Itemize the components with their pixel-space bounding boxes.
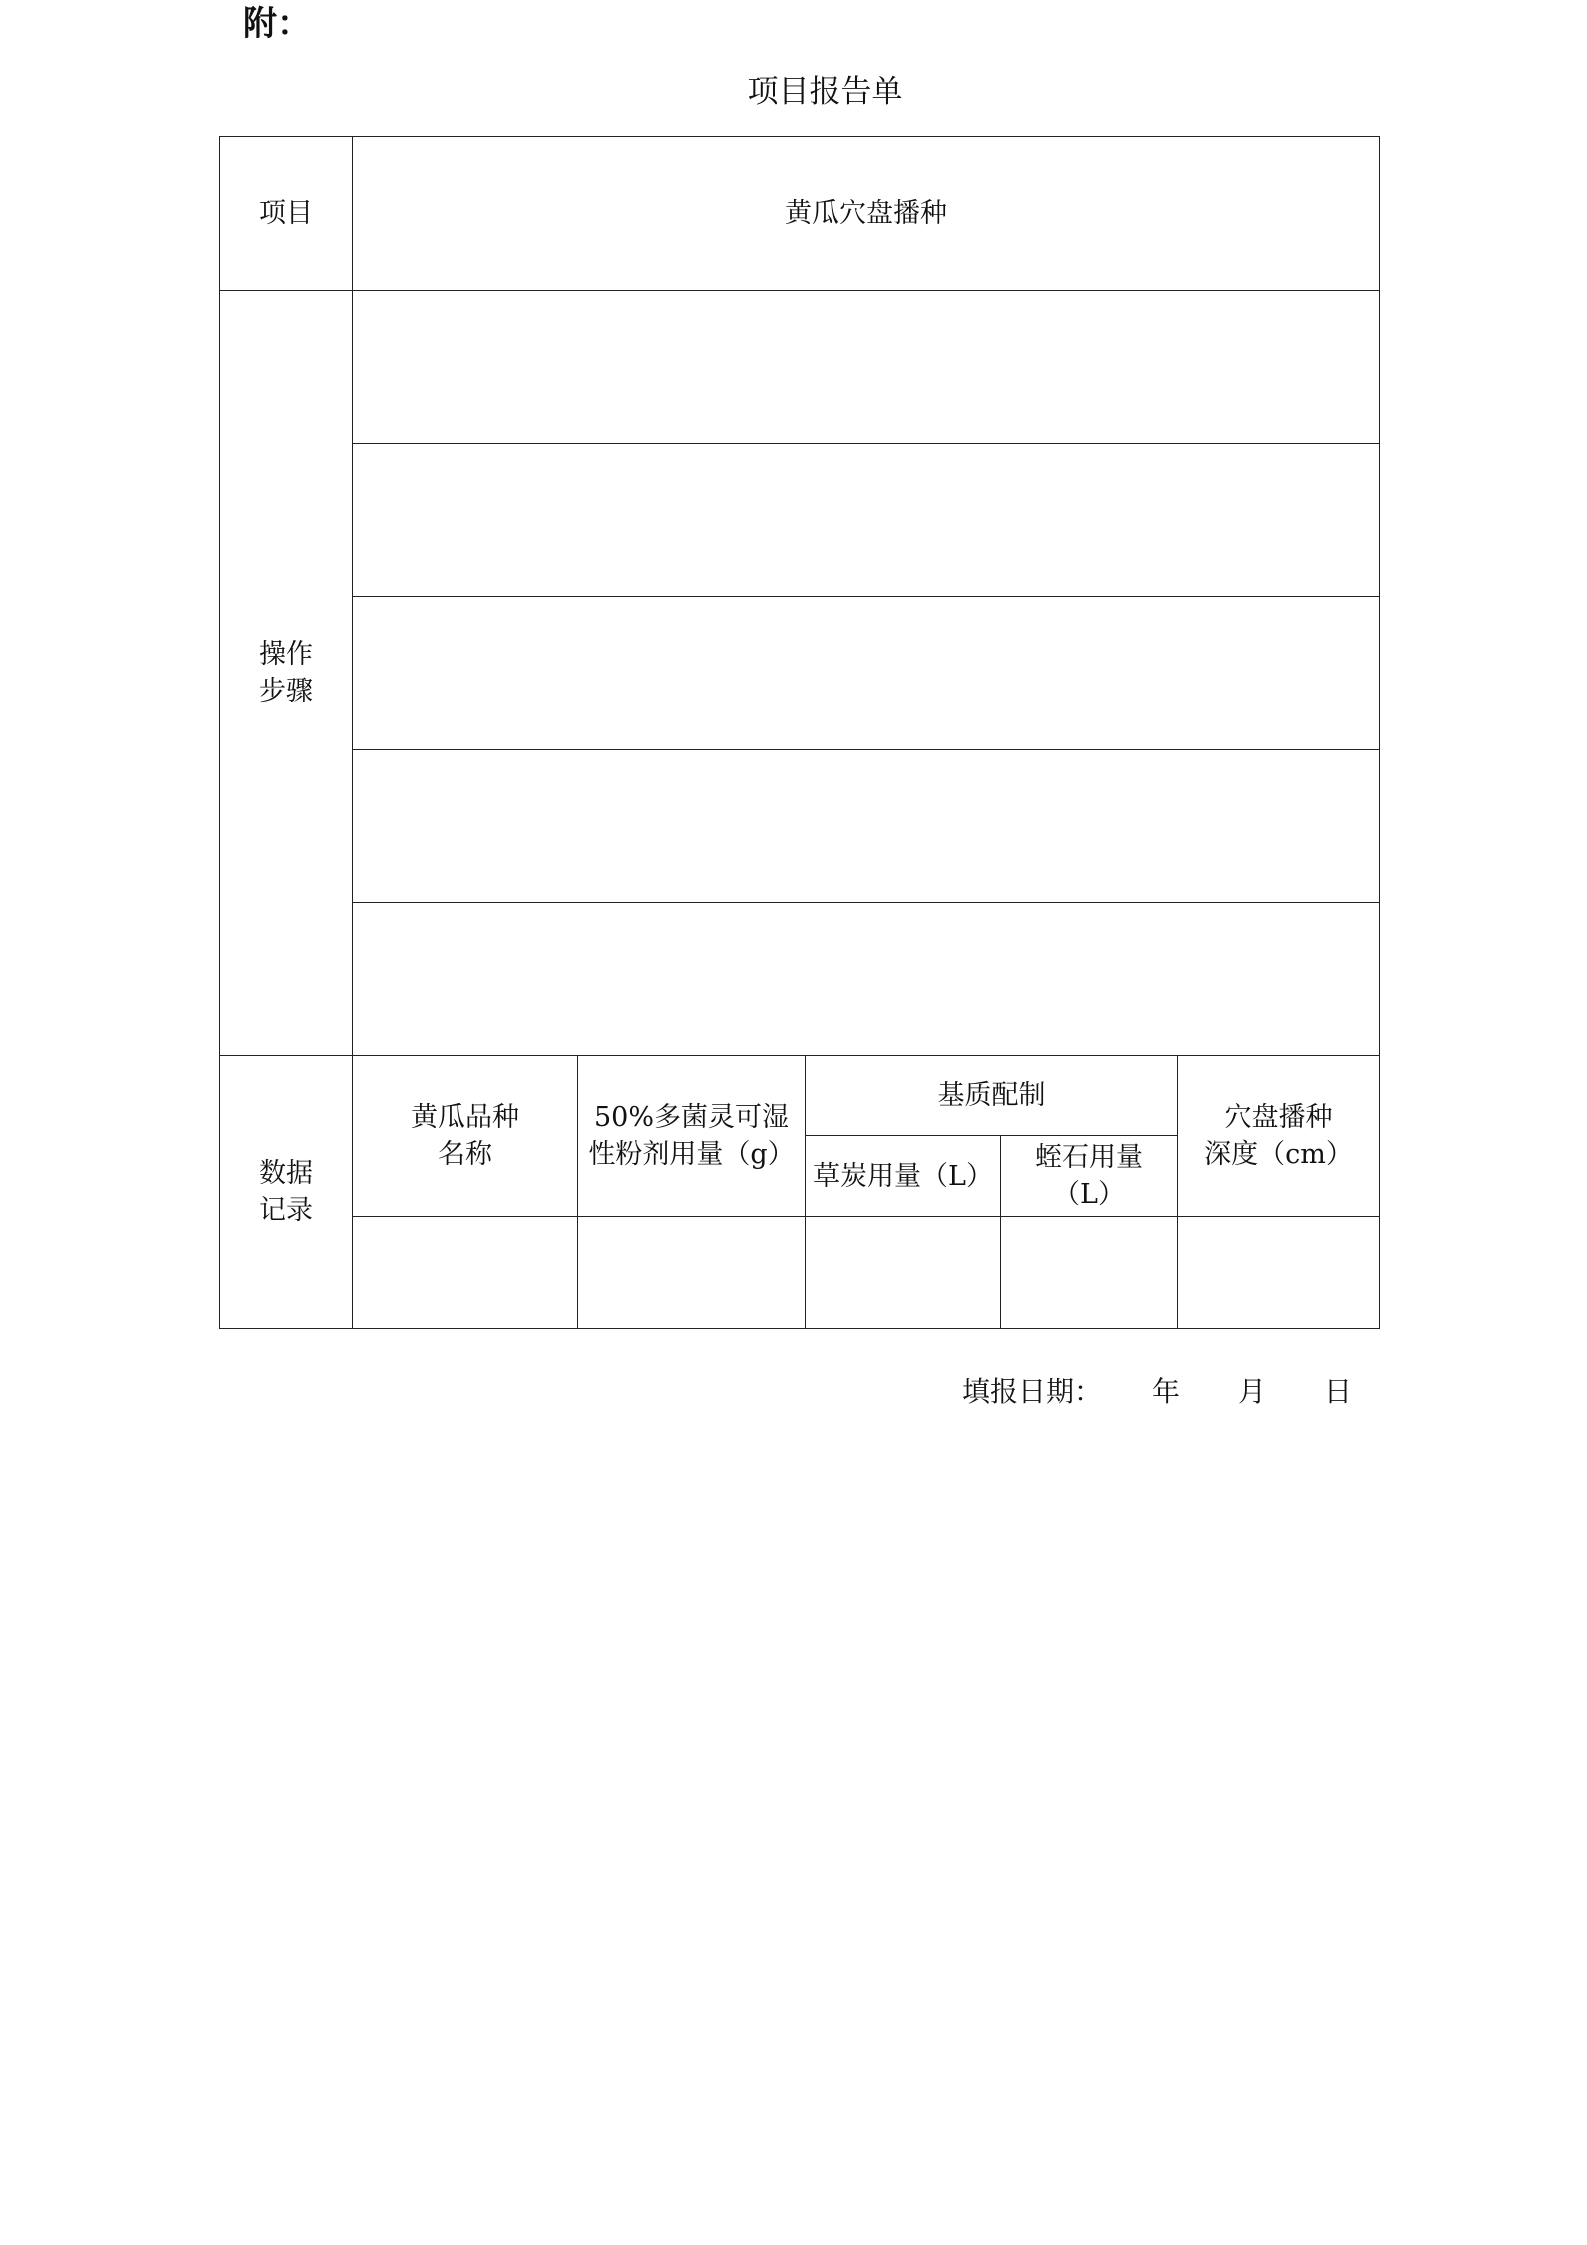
step-cell-4[interactable]	[353, 750, 1380, 903]
fungicide-header-line2: 性粉剂用量（g）	[588, 1139, 795, 1170]
step-row	[220, 291, 1380, 444]
steps-label-line1: 操作	[259, 639, 313, 670]
fungicide-header	[578, 1056, 806, 1217]
fill-date-month: 月	[1238, 1375, 1267, 1408]
data-record-label	[220, 1056, 353, 1329]
steps-label-line2: 步骤	[259, 676, 313, 707]
variety-value-cell[interactable]	[353, 1217, 578, 1329]
depth-value-cell[interactable]	[1178, 1217, 1380, 1329]
depth-header-line2: 深度（cm）	[1204, 1139, 1353, 1170]
project-row	[220, 137, 1380, 291]
steps-label	[220, 291, 353, 1056]
variety-header-line2: 名称	[438, 1139, 492, 1170]
fungicide-value-cell[interactable]	[578, 1217, 806, 1329]
data-header-row	[220, 1056, 1380, 1136]
depth-header	[1178, 1056, 1380, 1217]
data-record-label-line2: 记录	[259, 1195, 313, 1226]
substrate-group-header: 基质配制	[806, 1056, 1178, 1136]
step-cell-1[interactable]	[353, 291, 1380, 444]
project-value: 黄瓜穴盘播种	[353, 137, 1380, 291]
vermiculite-header-line1: 蛭石用量	[1035, 1142, 1143, 1173]
step-row	[220, 750, 1380, 903]
vermiculite-value-cell[interactable]	[1001, 1217, 1178, 1329]
step-row	[220, 444, 1380, 597]
step-row	[220, 597, 1380, 750]
fill-date-year: 年	[1152, 1375, 1181, 1408]
variety-header-line1: 黄瓜品种	[411, 1102, 519, 1133]
depth-header-line1: 穴盘播种	[1224, 1102, 1333, 1133]
fungicide-header-line1: 50%多菌灵可湿	[593, 1102, 789, 1133]
step-cell-5[interactable]	[353, 903, 1380, 1056]
fill-date-line	[962, 1372, 1352, 1412]
peat-header: 草炭用量（L）	[806, 1136, 1001, 1217]
step-cell-3[interactable]	[353, 597, 1380, 750]
vermiculite-header-line2: （L）	[1053, 1179, 1125, 1210]
project-label: 项目	[220, 137, 353, 291]
attachment-label: 附：	[243, 4, 311, 44]
form-title: 项目报告单	[747, 74, 903, 110]
step-row	[220, 903, 1380, 1056]
peat-value-cell[interactable]	[806, 1217, 1001, 1329]
variety-header	[353, 1056, 578, 1217]
fill-date-label: 填报日期：	[962, 1375, 1103, 1408]
report-table	[219, 136, 1380, 1329]
vermiculite-header	[1001, 1136, 1178, 1217]
data-record-label-line1: 数据	[259, 1158, 313, 1189]
fill-date-day: 日	[1324, 1375, 1353, 1408]
step-cell-2[interactable]	[353, 444, 1380, 597]
data-value-row	[220, 1217, 1380, 1329]
